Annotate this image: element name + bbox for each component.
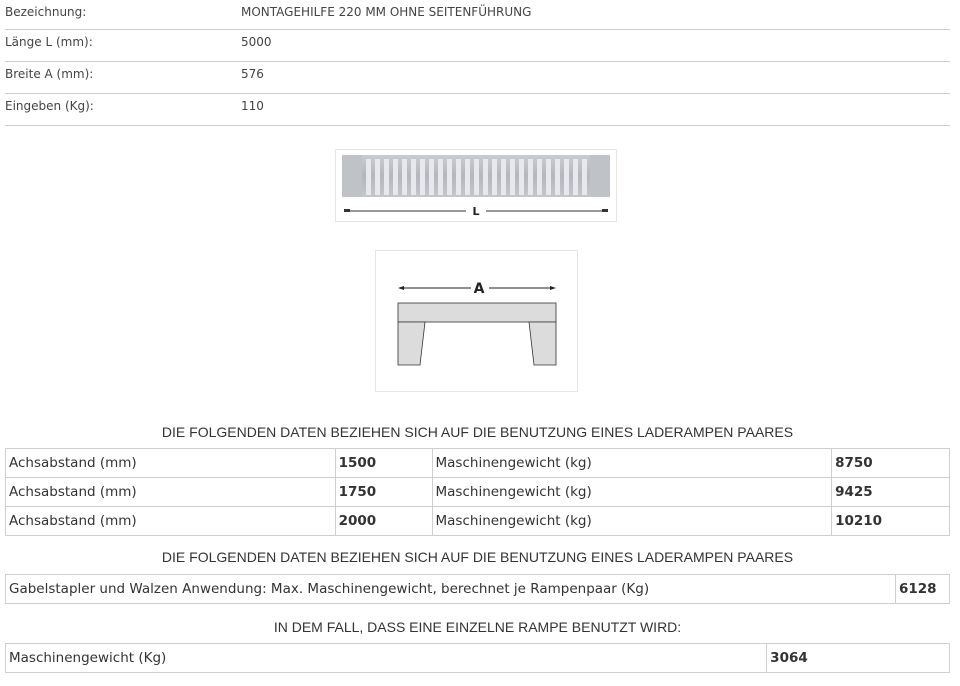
length-label: L [472,205,480,218]
table-row [6,507,950,536]
weight-label: Maschinengewicht (kg) [432,478,832,507]
spec-row-breite [5,62,950,94]
spec-label: Bezeichnung: [5,5,87,19]
width-label: A [473,281,485,297]
weight-label: Maschinengewicht (kg) [432,507,832,536]
single-ramp-table [5,643,950,673]
weight-label: Maschinengewicht (kg) [432,449,832,478]
ramp-profile-image [375,250,578,392]
weight-value: 10210 [832,507,950,536]
spec-label: Breite A (mm): [5,67,94,81]
spec-value: 576 [241,67,264,81]
axle-weight-table [5,448,950,536]
section-heading-forklift: DIE FOLGENDEN DATEN BEZIEHEN SICH AUF DIE BENUTZUNG EINES LADERAMPEN PAARES [161,549,794,565]
section-heading-single-ramp: IN DEM FALL, DASS EINE EINZELNE RAMPE BENUTZT WIRD: [273,619,682,635]
forklift-value: 6128 [896,575,950,604]
spec-row-gewicht [5,94,950,126]
table-row [6,644,950,673]
table-row [6,478,950,507]
table-row [6,449,950,478]
table-row [6,575,950,604]
single-ramp-value: 3064 [767,644,950,673]
spec-list [5,0,950,126]
spec-row-bezeichnung [5,0,950,30]
section-heading-pair: DIE FOLGENDEN DATEN BEZIEHEN SICH AUF DIE BENUTZUNG EINES LADERAMPEN PAARES [161,424,794,440]
single-ramp-label: Maschinengewicht (Kg) [6,644,767,673]
axle-label: Achsabstand (mm) [6,507,336,536]
axle-value: 1750 [335,478,432,507]
forklift-label: Gabelstapler und Walzen Anwendung: Max. Maschinengewicht, berechnet je Rampenpaar (Kg) [6,575,896,604]
weight-value: 8750 [832,449,950,478]
weight-value: 9425 [832,478,950,507]
axle-value: 1500 [335,449,432,478]
spec-value: 110 [241,99,264,113]
spec-row-laenge [5,30,950,62]
axle-label: Achsabstand (mm) [6,478,336,507]
spec-value: MONTAGEHILFE 220 MM OHNE SEITENFÜHRUNG [241,5,532,19]
axle-label: Achsabstand (mm) [6,449,336,478]
spec-label: Eingeben (Kg): [5,99,94,113]
spec-label: Länge L (mm): [5,35,93,49]
forklift-table [5,574,950,604]
spec-value: 5000 [241,35,272,49]
profile-illustration [376,251,577,391]
ramp-top-view-image [335,149,617,222]
ramp-illustration [336,150,616,221]
axle-value: 2000 [335,507,432,536]
